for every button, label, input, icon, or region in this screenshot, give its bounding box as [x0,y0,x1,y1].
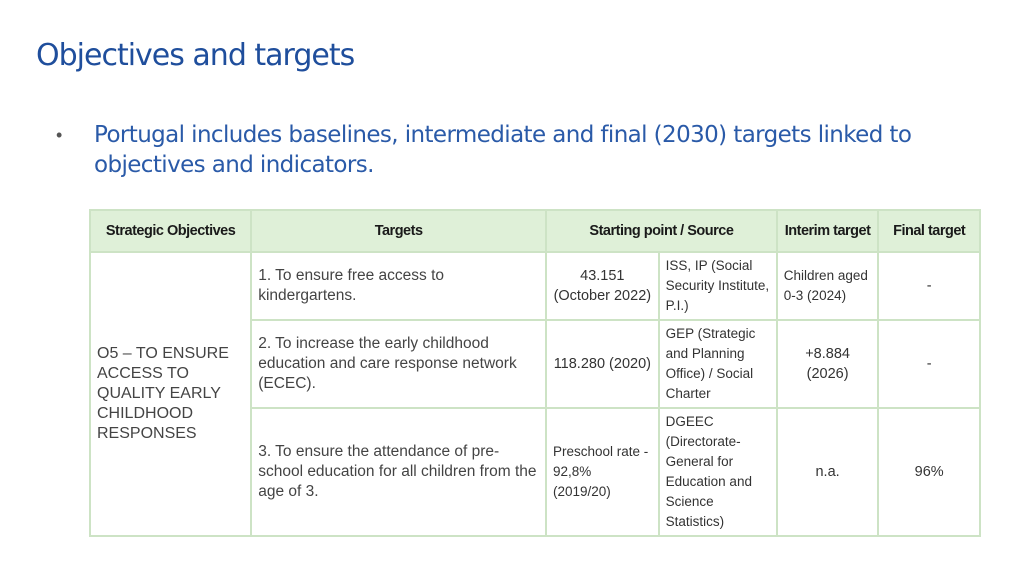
source-cell: GEP (Strategic and Planning Office) / Social Charter [659,320,777,408]
interim-target-cell: Children aged 0-3 (2024) [777,252,879,320]
source-cell: DGEEC (Directorate-General for Education and Science Statistics) [659,408,777,536]
header-targets: Targets [251,210,546,252]
bullet-text: Portugal includes baselines, intermediate and final (2030) targets linked to objectives and indicators. [94,122,912,178]
bullet-icon: • [56,125,63,145]
interim-target-cell: +8.884 (2026) [777,320,879,408]
header-strategic-objectives: Strategic Objectives [90,210,251,252]
table-row [90,252,980,320]
starting-point-cell: Preschool rate - 92,8% (2019/20) [546,408,659,536]
target-cell: 1. To ensure free access to kindergartens. [251,252,546,320]
starting-point-cell: 118.280 (2020) [546,320,659,408]
strategic-objective-cell: O5 – TO ENSURE ACCESS TO QUALITY EARLY CHILDHOOD RESPONSES [90,252,251,536]
final-target-cell: - [878,320,980,408]
target-cell: 3. To ensure the attendance of pre-school education for all children from the age of 3. [251,408,546,536]
starting-point-cell: 43.151 (October 2022) [546,252,659,320]
table-header-row [90,210,980,252]
header-final-target: Final target [878,210,980,252]
final-target-cell: - [878,252,980,320]
objectives-table [89,209,981,537]
source-cell: ISS, IP (Social Security Institute, P.I.) [659,252,777,320]
header-interim-target: Interim target [777,210,879,252]
header-starting-point-source: Starting point / Source [546,210,777,252]
bullet-point [56,120,956,180]
target-cell: 2. To increase the early childhood education and care response network (ECEC). [251,320,546,408]
final-target-cell: 96% [878,408,980,536]
interim-target-cell: n.a. [777,408,879,536]
page-title: Objectives and targets [36,38,355,73]
